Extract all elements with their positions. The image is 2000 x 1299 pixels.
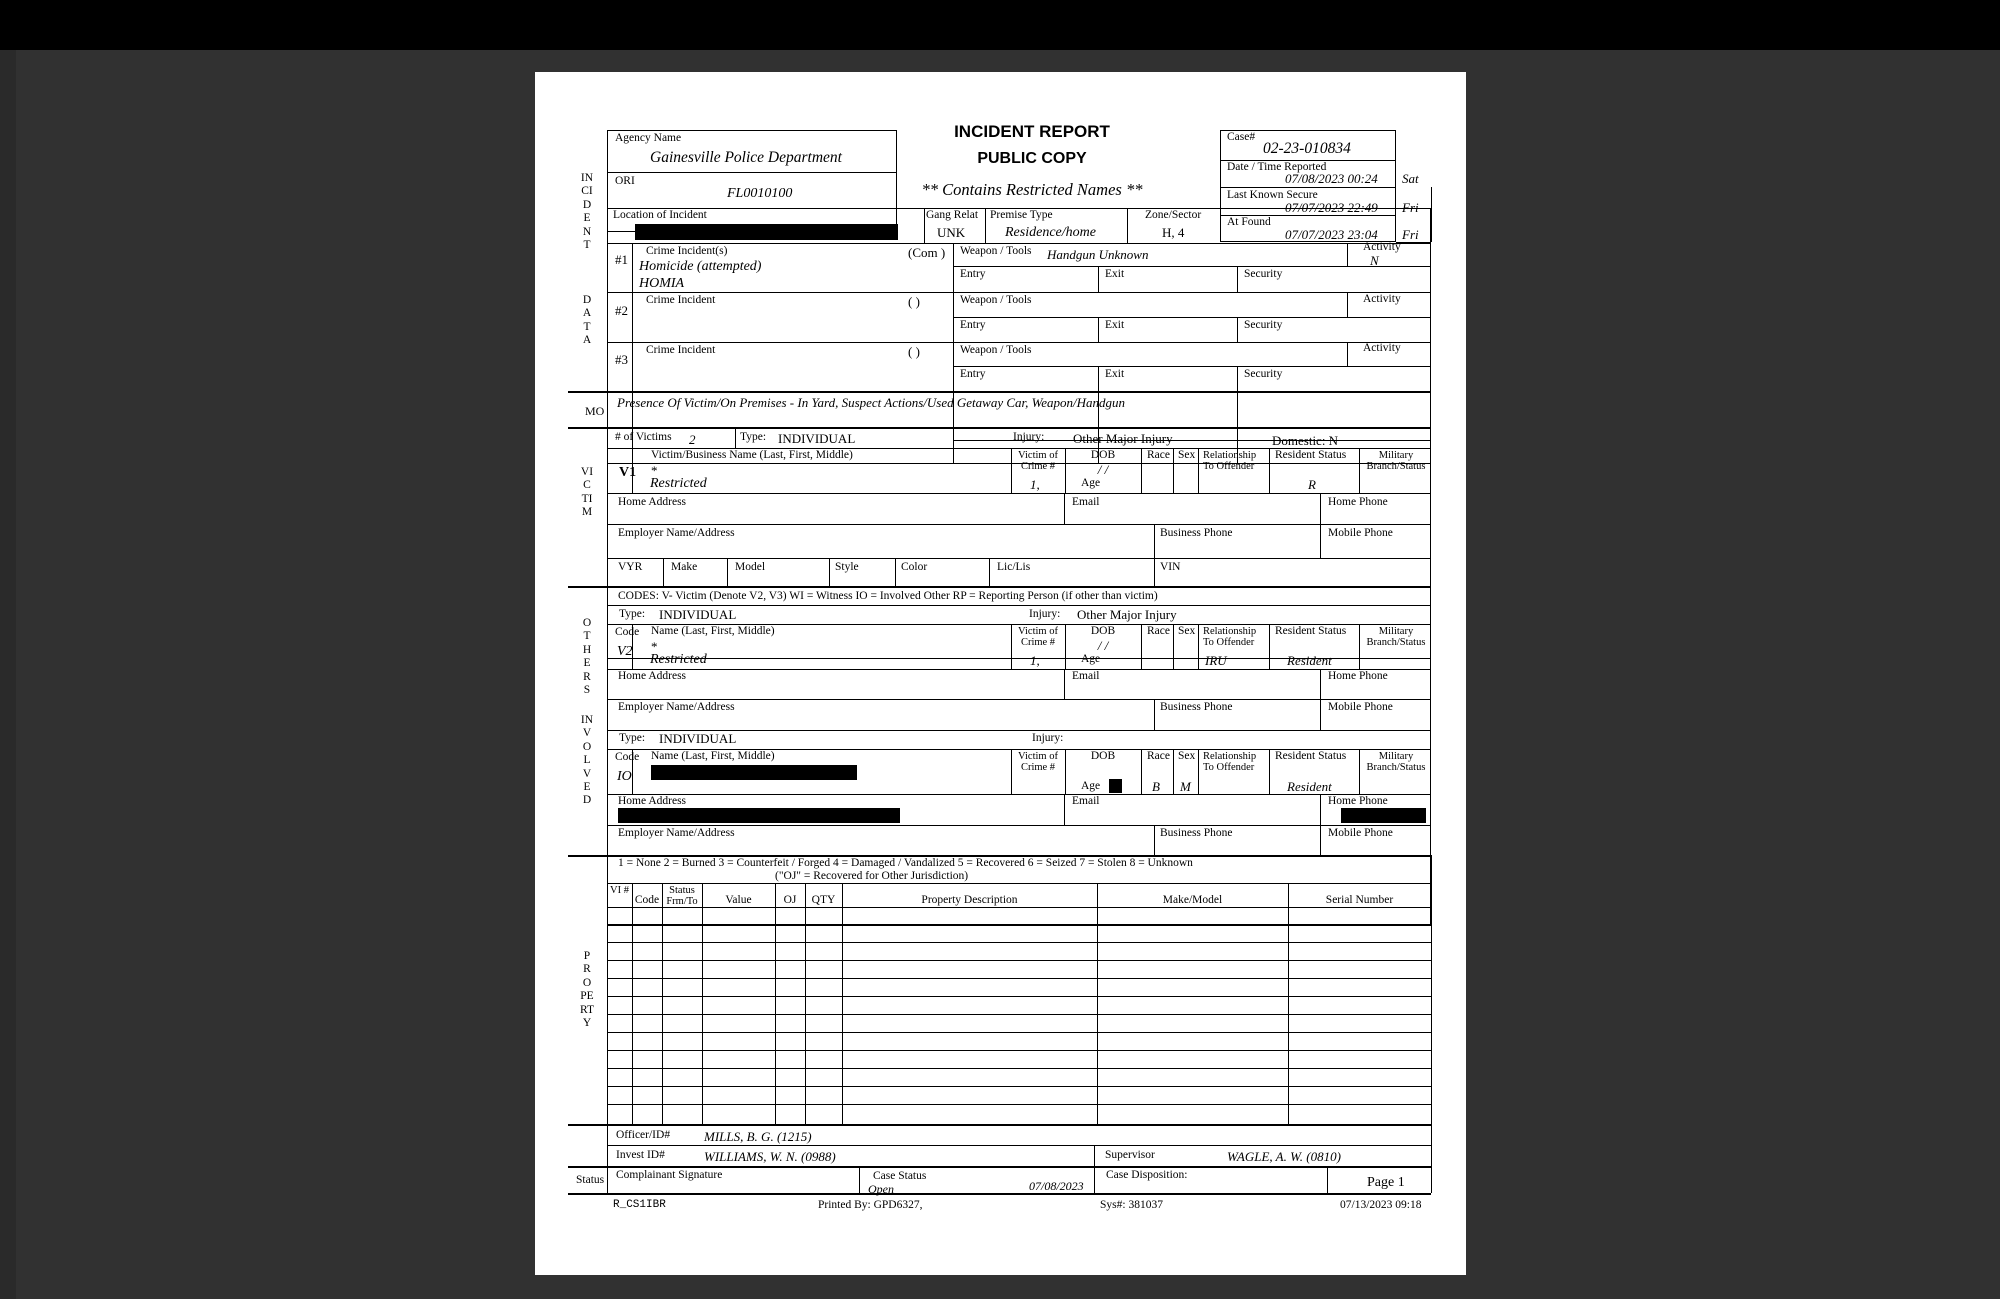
- redacted-person-2-name: [651, 765, 857, 780]
- invest-label: Invest ID#: [616, 1149, 665, 1161]
- redacted-location: [635, 224, 898, 240]
- vehicle-model-label: Model: [735, 561, 766, 573]
- page-number: Page 1: [1367, 1175, 1405, 1190]
- status-label: Status: [576, 1174, 605, 1186]
- ori-label: ORI: [615, 175, 635, 187]
- crime-1-exit-label: Exit: [1105, 268, 1125, 280]
- person-1-sex-label: Sex: [1178, 625, 1196, 637]
- property-col-vi: VI #: [610, 885, 629, 896]
- victim-of-crime: 1,: [1030, 477, 1040, 492]
- victim-dob-label: DOB: [1090, 449, 1116, 461]
- case-label: Case#: [1227, 131, 1256, 143]
- victim-dob: / /: [1097, 462, 1109, 477]
- redacted-person-2-address: [618, 808, 900, 823]
- mo-text: Presence Of Victim/On Premises - In Yard, Suspect Actions/Used Getaway Car, Weapon/Handgun: [617, 395, 1126, 410]
- crime-3-security-label: Security: [1244, 368, 1283, 380]
- property-col-qty: QTY: [811, 894, 836, 906]
- victim-home-address-label: Home Address: [618, 496, 687, 508]
- report-subtitle: PUBLIC COPY: [977, 150, 1087, 167]
- property-col-value: Value: [725, 894, 752, 906]
- victim-race-label: Race: [1147, 449, 1170, 461]
- victim-name-star: *: [651, 463, 658, 478]
- victim-name-label: Victim/Business Name (Last, First, Middle): [651, 449, 853, 461]
- case-status-value: Open: [868, 1182, 894, 1196]
- property-side-label: PROPERTY: [580, 950, 595, 1030]
- victim-resident-status-label: Resident Status: [1275, 449, 1347, 461]
- last-known-secure-day: Fri: [1402, 200, 1419, 215]
- victim-side-label: VICTIM: [580, 466, 594, 519]
- person-2-military-label: Military Branch/Status: [1366, 751, 1426, 774]
- person-1-code: V2: [617, 644, 633, 659]
- crime-2-activity-label: Activity: [1363, 293, 1401, 305]
- codes-legend: CODES: V- Victim (Denote V2, V3) WI = Witness IO = Involved Other RP = Reporting Person (if other than victim): [618, 590, 1158, 602]
- crime-1-code: HOMIA: [639, 276, 685, 291]
- person-1-code-label: Code: [615, 626, 640, 638]
- person-1-age-label: Age: [1081, 653, 1101, 665]
- person-2-home-phone-label: Home Phone: [1328, 795, 1388, 807]
- victim-resident-status: R: [1308, 477, 1316, 492]
- case-number: 02-23-010834: [1263, 140, 1351, 157]
- person-1-employer-label: Employer Name/Address: [618, 701, 735, 713]
- mo-label: MO: [585, 404, 605, 418]
- gang-label: Gang Relat: [926, 209, 979, 221]
- person-1-injury-label: Injury:: [1029, 608, 1061, 620]
- crime-3-num: #3: [615, 352, 628, 367]
- person-1-relationship: IRU: [1205, 653, 1227, 668]
- person-1-mobile-phone-label: Mobile Phone: [1328, 701, 1393, 713]
- case-disposition-label: Case Disposition:: [1106, 1169, 1188, 1181]
- crime-2-entry-label: Entry: [960, 319, 986, 331]
- data-side-label: DATA: [582, 294, 592, 347]
- person-1-type-label: Type:: [619, 608, 646, 620]
- premise-label: Premise Type: [990, 209, 1053, 221]
- victim-relationship-label: Relationship To Offender: [1203, 450, 1257, 473]
- property-col-code: Code: [634, 894, 660, 906]
- crime-3-weapon-label: Weapon / Tools: [960, 344, 1032, 356]
- person-1-resident-status: Resident: [1287, 653, 1332, 668]
- supervisor-label: Supervisor: [1105, 1149, 1155, 1161]
- incident-side-label: INCIDENT: [580, 172, 594, 252]
- person-2-race-label: Race: [1147, 750, 1170, 762]
- victim-type: INDIVIDUAL: [778, 431, 856, 446]
- victim-injury-label: Injury:: [1013, 431, 1045, 443]
- person-2-sex: M: [1180, 779, 1191, 794]
- at-found-day: Fri: [1402, 227, 1419, 242]
- involved-side-label: INVOLVED: [580, 714, 594, 807]
- zone-label: Zone/Sector: [1145, 209, 1202, 221]
- victim-email-label: Email: [1072, 496, 1100, 508]
- vehicle-lic-label: Lic/Lis: [997, 561, 1031, 573]
- person-1-home-address-label: Home Address: [618, 670, 687, 682]
- crime-3-exit-label: Exit: [1105, 368, 1125, 380]
- victim-sex-label: Sex: [1178, 449, 1196, 461]
- property-col-status: Status Frm/To: [666, 885, 698, 908]
- gang-value: UNK: [937, 225, 966, 240]
- date-reported: 07/08/2023 00:24: [1285, 171, 1378, 186]
- victim-code: V1: [619, 465, 637, 480]
- crime-1-weapon: Handgun Unknown: [1047, 247, 1149, 262]
- others-side-label: OTHERS: [582, 617, 592, 697]
- property-col-make-model: Make/Model: [1162, 894, 1223, 906]
- supervisor-value: WAGLE, A. W. (0810): [1227, 1149, 1341, 1164]
- crime-1-activity-label: Activity: [1363, 241, 1401, 253]
- ori-value: FL0010100: [727, 186, 793, 201]
- vehicle-year-label: VYR: [618, 561, 643, 573]
- crime-1-label: Crime Incident(s): [646, 245, 728, 257]
- person-1-race-label: Race: [1147, 625, 1170, 637]
- person-2-type-label: Type:: [619, 732, 646, 744]
- person-2-code: IO: [617, 769, 632, 784]
- num-victims: 2: [689, 432, 696, 447]
- person-1-victim-of-label: Victim of Crime #: [1018, 626, 1058, 649]
- property-status-legend: 1 = None 2 = Burned 3 = Counterfeit / Forged 4 = Damaged / Vandalized 5 = Recovered 6 = Seized 7 = Stolen 8 = Unknown: [618, 857, 1193, 869]
- person-2-employer-label: Employer Name/Address: [618, 827, 735, 839]
- location-label: Location of Incident: [613, 209, 707, 221]
- victim-type-label: Type:: [740, 431, 767, 443]
- case-status-label: Case Status: [873, 1170, 927, 1182]
- crime-1-security-label: Security: [1244, 268, 1283, 280]
- person-2-dob-label: DOB: [1090, 750, 1116, 762]
- person-1-email-label: Email: [1072, 670, 1100, 682]
- person-2-injury-label: Injury:: [1032, 732, 1064, 744]
- crime-1-activity: N: [1370, 253, 1379, 268]
- person-2-race: B: [1152, 779, 1160, 794]
- victim-of-crime-label: Victim of Crime #: [1018, 450, 1058, 473]
- crime-2-security-label: Security: [1244, 319, 1283, 331]
- victim-age-label: Age: [1081, 477, 1101, 489]
- crime-3-com: ( ): [908, 344, 920, 359]
- last-known-secure-label: Last Known Secure: [1227, 189, 1318, 201]
- officer-label: Officer/ID#: [616, 1129, 671, 1141]
- person-1-home-phone-label: Home Phone: [1328, 670, 1388, 682]
- property-oj-legend: ("OJ" = Recovered for Other Jurisdiction): [775, 870, 969, 882]
- victim-employer-label: Employer Name/Address: [618, 527, 735, 539]
- person-2-email-label: Email: [1072, 795, 1100, 807]
- redacted-person-2-age: [1109, 779, 1122, 793]
- crime-1-num: #1: [615, 252, 628, 267]
- person-1-name-star: *: [651, 639, 658, 654]
- num-victims-label: # of Victims: [615, 431, 672, 443]
- person-2-mobile-phone-label: Mobile Phone: [1328, 827, 1393, 839]
- print-date: 07/13/2023 09:18: [1340, 1199, 1422, 1211]
- at-found-label: At Found: [1227, 216, 1271, 228]
- person-2-type: INDIVIDUAL: [659, 731, 737, 746]
- crime-2-label: Crime Incident: [646, 294, 716, 306]
- restricted-names-note: ** Contains Restricted Names **: [921, 180, 1143, 199]
- premise-value: Residence/home: [1005, 225, 1096, 240]
- crime-1-weapon-label: Weapon / Tools: [960, 245, 1032, 257]
- person-1-resident-status-label: Resident Status: [1275, 625, 1347, 637]
- person-1-relationship-label: Relationship To Offender: [1203, 626, 1257, 649]
- report-title: INCIDENT REPORT: [954, 122, 1110, 141]
- victim-military-label: Military Branch/Status: [1366, 450, 1426, 473]
- complainant-signature-label: Complainant Signature: [616, 1169, 723, 1181]
- person-2-resident-status-label: Resident Status: [1275, 750, 1347, 762]
- document-page: [535, 72, 1466, 1275]
- person-2-relationship-label: Relationship To Offender: [1203, 751, 1257, 774]
- crime-2-com: ( ): [908, 294, 920, 309]
- redacted-person-2-phone: [1341, 808, 1426, 823]
- zone-value: H, 4: [1162, 225, 1185, 240]
- property-col-oj: OJ: [783, 894, 797, 906]
- person-1-type: INDIVIDUAL: [659, 607, 737, 622]
- victim-home-phone-label: Home Phone: [1328, 496, 1388, 508]
- crime-1-name: Homicide (attempted): [639, 259, 762, 274]
- viewer-left-gutter: [0, 50, 16, 1299]
- victim-business-phone-label: Business Phone: [1160, 527, 1233, 539]
- case-status-date: 07/08/2023: [1029, 1179, 1084, 1193]
- person-2-home-address-label: Home Address: [618, 795, 687, 807]
- agency-name: Gainesville Police Department: [650, 149, 842, 166]
- agency-name-label: Agency Name: [615, 132, 682, 144]
- victim-injury: Other Major Injury: [1073, 431, 1173, 446]
- person-1-military-label: Military Branch/Status: [1366, 626, 1426, 649]
- victim-domestic: Domestic: N: [1272, 433, 1339, 448]
- person-2-code-label: Code: [615, 751, 640, 763]
- date-reported-label: Date / Time Reported: [1227, 161, 1327, 173]
- date-reported-day: Sat: [1402, 171, 1419, 186]
- person-2-sex-label: Sex: [1178, 750, 1196, 762]
- form-id: R_CS1IBR: [613, 1199, 666, 1211]
- at-found: 07/07/2023 23:04: [1285, 227, 1378, 242]
- person-1-dob: / /: [1097, 638, 1109, 653]
- sys-number: Sys#: 381037: [1100, 1199, 1163, 1211]
- vehicle-style-label: Style: [835, 561, 859, 573]
- person-1-business-phone-label: Business Phone: [1160, 701, 1233, 713]
- last-known-secure: 07/07/2023 22:49: [1285, 200, 1378, 215]
- person-1-name-label: Name (Last, First, Middle): [651, 625, 775, 637]
- victim-name: Restricted: [650, 476, 707, 491]
- crime-1-com: (Com ): [908, 245, 946, 260]
- invest-value: WILLIAMS, W. N. (0988): [704, 1149, 836, 1164]
- victim-mobile-phone-label: Mobile Phone: [1328, 527, 1393, 539]
- property-col-description: Property Description: [921, 894, 1018, 906]
- crime-3-entry-label: Entry: [960, 368, 986, 380]
- vehicle-color-label: Color: [901, 561, 928, 573]
- crime-2-num: #2: [615, 303, 628, 318]
- crime-2-weapon-label: Weapon / Tools: [960, 294, 1032, 306]
- printed-by: Printed By: GPD6327,: [818, 1199, 923, 1211]
- vehicle-vin-label: VIN: [1160, 561, 1181, 573]
- person-2-business-phone-label: Business Phone: [1160, 827, 1233, 839]
- person-1-injury: Other Major Injury: [1077, 607, 1177, 622]
- vehicle-make-label: Make: [671, 561, 698, 573]
- window-top-bar: [0, 0, 2000, 50]
- property-col-serial: Serial Number: [1325, 894, 1394, 906]
- crime-2-exit-label: Exit: [1105, 319, 1125, 331]
- crime-1-entry-label: Entry: [960, 268, 986, 280]
- person-1-dob-label: DOB: [1090, 625, 1116, 637]
- crime-3-label: Crime Incident: [646, 344, 716, 356]
- person-2-victim-of-label: Victim of Crime #: [1018, 751, 1058, 774]
- person-1-name: Restricted: [650, 652, 707, 667]
- person-2-resident-status: Resident: [1287, 779, 1332, 794]
- person-2-age-label: Age: [1081, 780, 1101, 792]
- crime-3-activity-label: Activity: [1363, 342, 1401, 354]
- officer-value: MILLS, B. G. (1215): [704, 1129, 812, 1144]
- person-2-name-label: Name (Last, First, Middle): [651, 750, 775, 762]
- person-1-victim-of: 1,: [1030, 653, 1040, 668]
